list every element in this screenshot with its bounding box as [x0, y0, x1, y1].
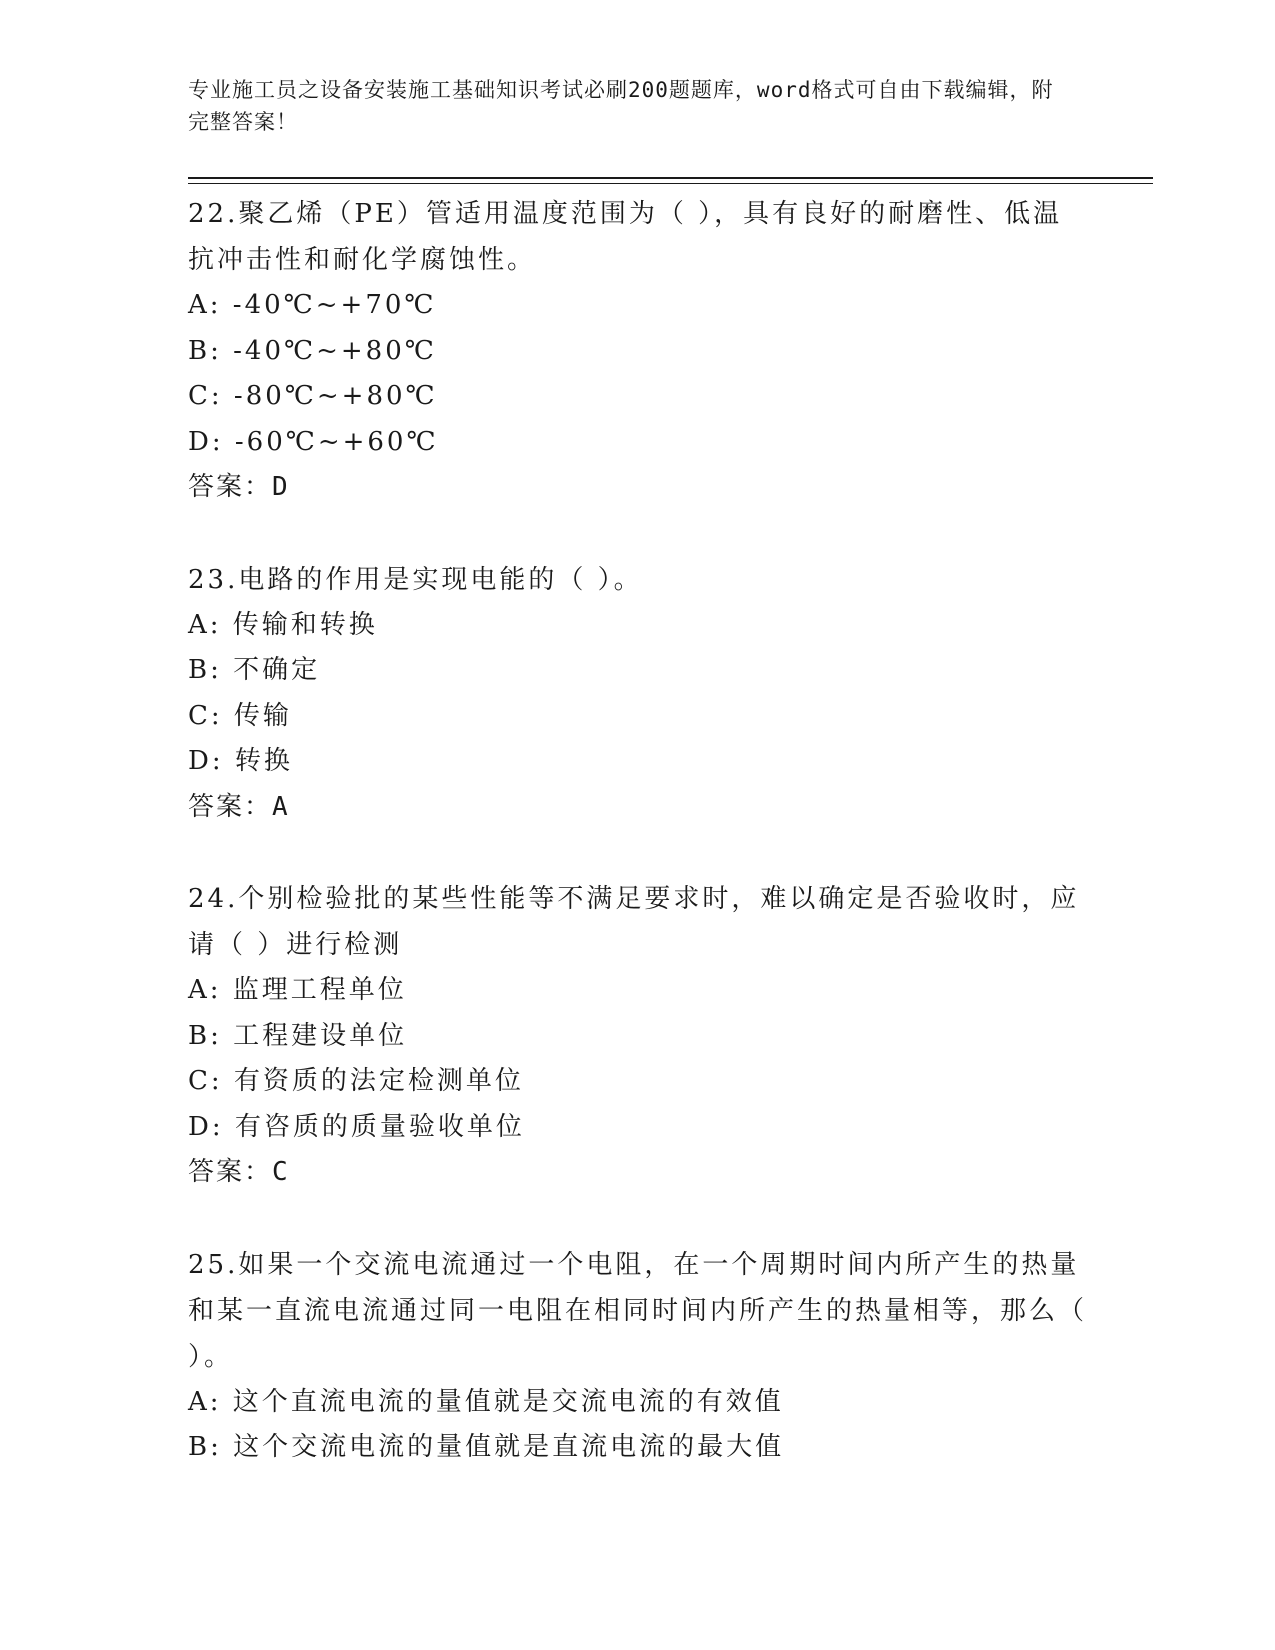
question-list: [188, 191, 1088, 1517]
question-text: 25.如果一个交流电流通过一个电阻，在一个周期时间内所产生的热量和某一直流电流通过同一电阻在相同时间内所产生的热量相等，那么（ ）。: [188, 1249, 1088, 1372]
question-text: 22.聚乙烯（PE）管适用温度范围为（ ），具有良好的耐磨性、低温抗冲击性和耐化学腐蚀性。: [188, 199, 1063, 275]
option-b: B: 这个交流电流的量值就是直流电流的最大值: [188, 1432, 785, 1462]
option-b: B: -40℃~+80℃: [188, 335, 437, 366]
option-d: D: 转换: [188, 746, 293, 776]
answer: 答案：D: [188, 472, 290, 502]
option-c: C: -80℃~+80℃: [188, 381, 438, 411]
option-d: D: -60℃~+60℃: [188, 426, 439, 457]
option-b: B: 不确定: [188, 655, 321, 685]
question-text: 23.电路的作用是实现电能的（ ）。: [188, 564, 643, 595]
answer: 答案：C: [188, 1157, 290, 1187]
header-divider-thin: [188, 183, 1153, 184]
option-a: A: 监理工程单位: [188, 975, 407, 1005]
question-25: [188, 1242, 1088, 1471]
page-header: 专业施工员之设备安装施工基础知识考试必刷200题题库，word格式可自由下载编辑，附完整答案！: [188, 78, 1054, 134]
option-a: A: 传输和转换: [188, 609, 378, 640]
question-24: [188, 876, 1088, 1196]
question-23: [188, 557, 1088, 831]
option-c: C: 有资质的法定检测单位: [188, 1066, 524, 1096]
option-b: B: 工程建设单位: [188, 1020, 408, 1051]
question-22: [188, 191, 1088, 511]
option-d: D: 有咨质的质量验收单位: [188, 1111, 525, 1142]
answer: 答案：A: [188, 791, 290, 822]
option-a: A: -40℃~+70℃: [188, 290, 437, 320]
question-text: 24.个别检验批的某些性能等不满足要求时，难以确定是否验收时，应请（ ）进行检测: [188, 884, 1080, 960]
option-c: C: 传输: [188, 700, 292, 731]
header-divider-thick: [188, 177, 1153, 179]
option-a: A: 这个直流电流的量值就是交流电流的有效值: [188, 1386, 784, 1417]
